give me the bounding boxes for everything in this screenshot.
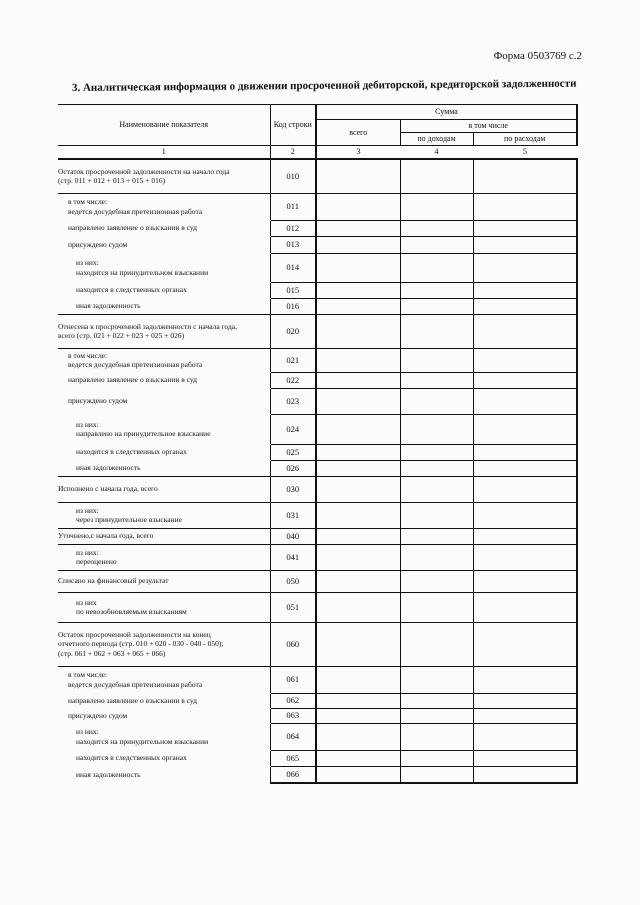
sum-expense-cell[interactable] <box>473 693 577 708</box>
table-row <box>58 570 577 592</box>
table-row <box>58 220 577 236</box>
sum-total-cell[interactable] <box>316 766 400 783</box>
row-label-line: всего (стр. 021 + 022 + 023 + 025 + 026) <box>58 331 185 340</box>
sum-total-cell[interactable] <box>316 693 400 708</box>
column-header-code: Код строки <box>270 105 316 146</box>
row-label-line: направлено на принудительное взыскание <box>76 429 211 438</box>
sum-expense-cell[interactable] <box>473 460 577 476</box>
row-label-line: Исполнено с начала года, всего <box>58 484 158 494</box>
sum-income-cell[interactable] <box>400 159 473 193</box>
sum-expense-cell[interactable] <box>473 236 577 253</box>
sum-expense-cell[interactable] <box>473 723 577 750</box>
row-code: 050 <box>270 570 316 592</box>
sum-total-cell[interactable] <box>316 502 400 528</box>
row-label <box>58 348 270 372</box>
row-label-line: в том числе: <box>68 197 108 207</box>
column-number: 4 <box>400 146 473 160</box>
row-label <box>58 444 270 460</box>
form-code: Форма 0503769 с.2 <box>493 50 582 62</box>
row-code: 026 <box>270 460 316 476</box>
table-row <box>58 253 577 282</box>
sum-expense-cell[interactable] <box>473 476 577 502</box>
row-label-line: из них: <box>76 419 99 429</box>
sum-income-cell[interactable] <box>400 372 473 388</box>
sum-total-cell[interactable] <box>316 236 400 253</box>
row-label <box>58 372 270 388</box>
table-row <box>58 476 577 502</box>
sum-total-cell[interactable] <box>316 220 400 236</box>
sum-total-cell[interactable] <box>316 544 400 570</box>
sum-total-cell[interactable] <box>316 193 400 220</box>
sum-income-cell[interactable] <box>400 220 473 236</box>
row-label-line: из них <box>76 597 97 607</box>
row-code: 010 <box>270 159 316 193</box>
row-label-line: ведется досудебная претензионная работа <box>68 360 203 369</box>
sum-expense-cell[interactable] <box>473 622 577 666</box>
sum-income-cell[interactable] <box>400 693 473 708</box>
sum-expense-cell[interactable] <box>473 708 577 723</box>
sum-income-cell[interactable] <box>400 348 473 372</box>
row-label-line: через принудительное взыскание <box>76 515 182 524</box>
row-label-line: направлено заявление о взыскании в суд <box>68 375 197 385</box>
row-label-line: ведется досудебная претензионная работа <box>68 206 203 216</box>
row-label <box>58 253 270 282</box>
row-label <box>58 460 270 476</box>
row-label <box>58 282 270 298</box>
table-row <box>58 236 577 253</box>
sum-income-cell[interactable] <box>400 388 473 414</box>
row-label-line: из них: <box>76 258 99 268</box>
sum-expense-cell[interactable] <box>473 444 577 460</box>
sum-income-cell[interactable] <box>400 723 473 750</box>
table-row <box>58 723 577 750</box>
row-code: 021 <box>270 348 316 372</box>
row-label <box>58 750 270 766</box>
sum-income-cell[interactable] <box>400 750 473 766</box>
row-label-line: Списано на финансовый результат <box>58 576 169 586</box>
table-row <box>58 372 577 388</box>
sum-expense-cell[interactable] <box>473 253 577 282</box>
table-row <box>58 314 577 348</box>
sum-income-cell[interactable] <box>400 502 473 528</box>
row-label <box>58 193 270 220</box>
table-row <box>58 159 577 193</box>
row-label <box>58 766 270 783</box>
table-row <box>58 444 577 460</box>
sum-total-cell[interactable] <box>316 388 400 414</box>
row-code: 012 <box>270 220 316 236</box>
column-number: 1 <box>58 146 270 160</box>
table-row <box>58 750 577 766</box>
sum-expense-cell[interactable] <box>473 388 577 414</box>
sum-income-cell[interactable] <box>400 282 473 298</box>
row-label <box>58 622 270 666</box>
sum-total-cell[interactable] <box>316 253 400 282</box>
sum-expense-cell[interactable] <box>473 372 577 388</box>
sum-total-cell[interactable] <box>316 476 400 502</box>
row-label <box>58 666 270 693</box>
row-code: 031 <box>270 502 316 528</box>
row-label-line: отчетного периода (стр. 010 + 020 - 030 - 040 - 050); <box>58 639 224 649</box>
row-label <box>58 236 270 253</box>
row-code: 066 <box>270 766 316 783</box>
table-row <box>58 622 577 666</box>
sum-expense-cell[interactable] <box>473 592 577 622</box>
row-code: 051 <box>270 592 316 622</box>
sum-income-cell[interactable] <box>400 708 473 723</box>
debt-table <box>58 104 578 784</box>
row-label <box>58 708 270 723</box>
row-label-line: Отнесена к просроченной задолженности с начала года, <box>58 321 237 331</box>
sum-income-cell[interactable] <box>400 314 473 348</box>
column-number: 2 <box>270 146 316 160</box>
row-label-line: (стр. 061 + 062 + 063 + 065 + 066) <box>58 648 166 658</box>
sum-expense-cell[interactable] <box>473 528 577 544</box>
row-code: 063 <box>270 708 316 723</box>
sum-expense-cell[interactable] <box>473 159 577 193</box>
row-label <box>58 220 270 236</box>
row-label-line: направлено заявление о взыскании в суд <box>68 223 197 233</box>
sum-income-cell[interactable] <box>400 544 473 570</box>
sum-income-cell[interactable] <box>400 666 473 693</box>
row-code: 025 <box>270 444 316 460</box>
sum-total-cell[interactable] <box>316 460 400 476</box>
table-row <box>58 693 577 708</box>
column-header-total: всего <box>316 120 400 146</box>
row-label <box>58 570 270 592</box>
row-label-line: из них: <box>76 547 99 557</box>
row-label-line: по невозобновляемым взысканиям <box>76 607 187 616</box>
row-label <box>58 528 270 544</box>
table-row <box>58 502 577 528</box>
row-label-line: Остаток просроченной задолженности на конец <box>58 629 211 639</box>
row-label-line: в том числе: <box>68 350 108 360</box>
row-code: 062 <box>270 693 316 708</box>
sum-income-cell[interactable] <box>400 592 473 622</box>
sum-total-cell[interactable] <box>316 314 400 348</box>
table-row <box>58 544 577 570</box>
row-label-line: в том числе: <box>68 670 108 680</box>
row-code: 040 <box>270 528 316 544</box>
row-label-line: иная задолженность <box>76 769 141 779</box>
row-label <box>58 592 270 622</box>
table-row <box>58 708 577 723</box>
row-code: 041 <box>270 544 316 570</box>
row-label <box>58 298 270 314</box>
row-code: 024 <box>270 414 316 444</box>
sum-income-cell[interactable] <box>400 570 473 592</box>
sum-income-cell[interactable] <box>400 460 473 476</box>
row-code: 020 <box>270 314 316 348</box>
sum-expense-cell[interactable] <box>473 666 577 693</box>
sum-total-cell[interactable] <box>316 298 400 314</box>
table-row <box>58 282 577 298</box>
sum-total-cell[interactable] <box>316 444 400 460</box>
sum-total-cell[interactable] <box>316 592 400 622</box>
row-code: 015 <box>270 282 316 298</box>
row-label-line: из них: <box>76 505 99 515</box>
sum-income-cell[interactable] <box>400 253 473 282</box>
row-code: 030 <box>270 476 316 502</box>
sum-expense-cell[interactable] <box>473 298 577 314</box>
sum-total-cell[interactable] <box>316 348 400 372</box>
row-code: 064 <box>270 723 316 750</box>
row-label-line: ведется досудебная претензионная работа <box>68 679 203 689</box>
sum-expense-cell[interactable] <box>473 282 577 298</box>
sum-expense-cell[interactable] <box>473 750 577 766</box>
sum-income-cell[interactable] <box>400 528 473 544</box>
row-label <box>58 544 270 570</box>
sum-income-cell[interactable] <box>400 476 473 502</box>
row-code: 023 <box>270 388 316 414</box>
sum-total-cell[interactable] <box>316 570 400 592</box>
sum-total-cell[interactable] <box>316 666 400 693</box>
sum-expense-cell[interactable] <box>473 544 577 570</box>
row-code: 013 <box>270 236 316 253</box>
sum-expense-cell[interactable] <box>473 570 577 592</box>
sum-expense-cell[interactable] <box>473 766 577 783</box>
table-row <box>58 460 577 476</box>
sum-income-cell[interactable] <box>400 236 473 253</box>
row-label-line: находится в следственных органах <box>76 285 187 295</box>
row-label <box>58 388 270 414</box>
column-header-income: по доходам <box>400 133 473 146</box>
sum-income-cell[interactable] <box>400 298 473 314</box>
column-header-sum: Сумма <box>316 105 577 120</box>
row-label-line: иная задолженность <box>76 301 141 311</box>
row-label-line: Остаток просроченной задолженности на начало года <box>58 166 230 176</box>
table-row <box>58 414 577 444</box>
row-code: 061 <box>270 666 316 693</box>
column-number: 3 <box>316 146 400 160</box>
row-label-line: присуждено судом <box>68 239 128 249</box>
sum-total-cell[interactable] <box>316 622 400 666</box>
sum-total-cell[interactable] <box>316 282 400 298</box>
row-label-line: находится на принудительном взыскании <box>76 736 209 746</box>
sum-total-cell[interactable] <box>316 528 400 544</box>
table-row <box>58 298 577 314</box>
row-label <box>58 159 270 193</box>
row-code: 014 <box>270 253 316 282</box>
column-header-incl: в том числе <box>400 120 577 133</box>
sum-expense-cell[interactable] <box>473 414 577 444</box>
sum-total-cell[interactable] <box>316 372 400 388</box>
row-label-line: находится на принудительном взыскании <box>76 267 209 277</box>
row-label <box>58 723 270 750</box>
row-label <box>58 693 270 708</box>
sum-expense-cell[interactable] <box>473 348 577 372</box>
column-header-name: Наименование показателя <box>119 120 209 129</box>
row-label-line: иная задолженность <box>76 463 141 473</box>
row-code: 022 <box>270 372 316 388</box>
table-row <box>58 592 577 622</box>
row-label-line: из них: <box>76 727 99 737</box>
row-label-line: направлено заявление о взыскании в суд <box>68 695 197 705</box>
sum-income-cell[interactable] <box>400 766 473 783</box>
row-label-line: переоценено <box>76 557 117 566</box>
row-code: 065 <box>270 750 316 766</box>
row-label-line: (стр. 011 + 012 + 013 + 015 + 016) <box>58 176 166 186</box>
sum-total-cell[interactable] <box>316 708 400 723</box>
column-header-expense: по расходам <box>473 133 577 146</box>
row-code: 016 <box>270 298 316 314</box>
section-title: 3. Аналитическая информация о движении просроченной дебиторской, кредиторской задолженности <box>71 77 577 94</box>
sum-income-cell[interactable] <box>400 414 473 444</box>
sum-expense-cell[interactable] <box>473 502 577 528</box>
sum-income-cell[interactable] <box>400 444 473 460</box>
row-code: 060 <box>270 622 316 666</box>
table-row <box>58 193 577 220</box>
sum-expense-cell[interactable] <box>473 220 577 236</box>
column-number: 5 <box>473 146 577 160</box>
row-label <box>58 476 270 502</box>
sum-total-cell[interactable] <box>316 723 400 750</box>
row-label-line: Уточнено,с начала года, всего <box>58 531 154 541</box>
sum-expense-cell[interactable] <box>473 193 577 220</box>
row-label-line: находится в следственных органах <box>76 447 187 457</box>
sum-total-cell[interactable] <box>316 750 400 766</box>
sum-total-cell[interactable] <box>316 414 400 444</box>
sum-income-cell[interactable] <box>400 622 473 666</box>
row-label-line: присуждено судом <box>68 710 128 720</box>
table-row <box>58 348 577 372</box>
row-label <box>58 414 270 444</box>
row-label <box>58 314 270 348</box>
table-row <box>58 766 577 783</box>
table-row <box>58 666 577 693</box>
row-label <box>58 502 270 528</box>
sum-total-cell[interactable] <box>316 159 400 193</box>
table-row <box>58 388 577 414</box>
sum-income-cell[interactable] <box>400 193 473 220</box>
row-label-line: находится в следственных органах <box>76 753 187 763</box>
sum-expense-cell[interactable] <box>473 314 577 348</box>
row-code: 011 <box>270 193 316 220</box>
row-label-line: присуждено судом <box>68 396 128 406</box>
table-row <box>58 528 577 544</box>
